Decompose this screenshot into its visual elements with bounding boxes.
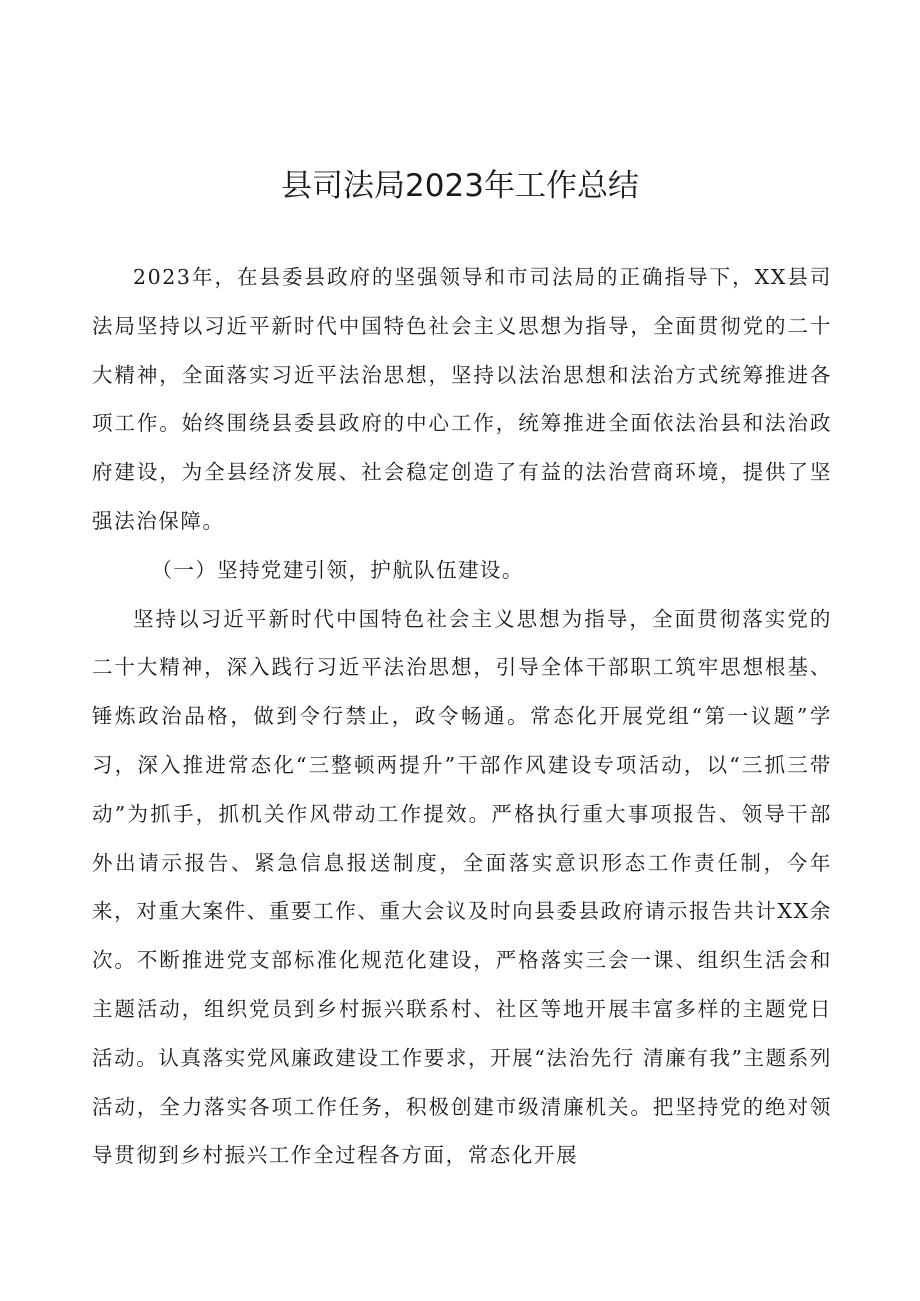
- section-heading: （一）坚持党建引领，护航队伍建设。: [151, 557, 524, 582]
- section-paragraph: 坚持以习近平新时代中国特色社会主义思想为指导，全面贯彻落实党的二十大精神，深入践行习近平法治思想，引导全体干部职工筑牢思想根基、锤炼政治品格，做到令行禁止，政令畅通。常态化开展党组“第一议题”学习，深入推进常态化“三整顿两提升”干部作风建设专项活动，以“三抓三带动”为抓手，抓机关作风带动工作提效。严格执行重大事项报告、领导干部外出请示报告、紧急信息报送制度，全面落实意识形态工作责任制，今年来，对重大案件、重要工作、重大会议及时向县委县政府请示报告共计XX余次。不断推进党支部标准化规范化建设，严格落实三会一课、组织生活会和主题活动，组织党员到乡村振兴联系村、社区等地开展丰富多样的主题党日活动。认真落实党风廉政建设工作要求，开展“法治先行 清廉有我”主题系列活动，全力落实各项工作任务，积极创建市级清廉机关。把坚持党的绝对领导贯彻到乡村振兴工作全过程各方面，常态化开展: [92, 606, 832, 1168]
- document-body: [92, 253, 832, 1180]
- document-title: 县司法局2023年工作总结: [281, 168, 639, 204]
- intro-paragraph: 2023年，在县委县政府的坚强领导和市司法局的正确指导下，XX县司法局坚持以习近平新时代中国特色社会主义思想为指导，全面贯彻党的二十大精神，全面落实习近平法治思想，坚持以法治思想和法治方式统筹推进各项工作。始终围绕县委县政府的中心工作，统筹推进全面依法治县和法治政府建设，为全县经济发展、社会稳定创造了有益的法治营商环境，提供了坚强法治保障。: [92, 265, 832, 533]
